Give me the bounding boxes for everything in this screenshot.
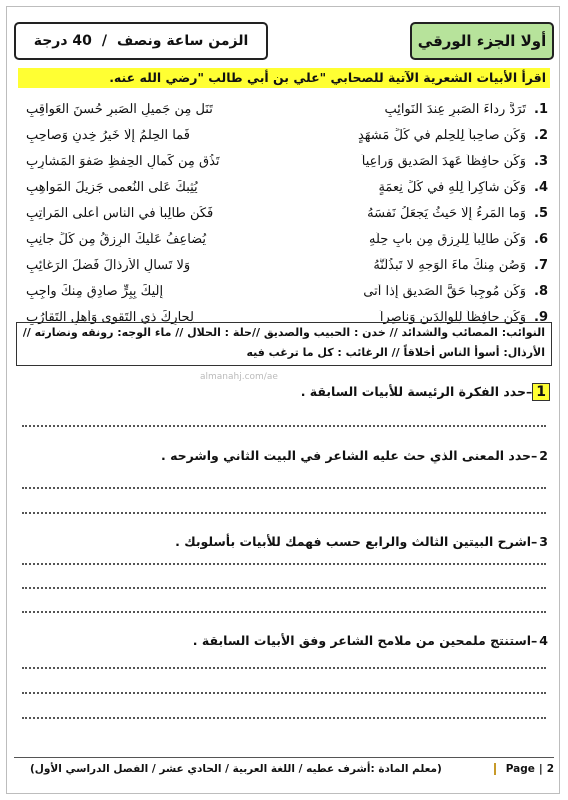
verse bbox=[18, 252, 548, 278]
question-number: 1 bbox=[532, 383, 550, 401]
verse-number: 2. bbox=[534, 127, 548, 143]
verse-second-half: يُثِبكَ عَلى النُعمى جَزيلَ المَواهِبِ bbox=[26, 179, 198, 195]
verse bbox=[18, 200, 548, 226]
answer-line[interactable] bbox=[22, 667, 546, 669]
duration: الزمن ساعة ونصف bbox=[117, 33, 249, 49]
page-label: Page bbox=[505, 763, 535, 775]
meta-separator: / bbox=[101, 33, 108, 49]
question-number: 4 bbox=[539, 633, 548, 648]
verse-number: 5. bbox=[534, 205, 548, 221]
verse-number: 4. bbox=[534, 179, 548, 195]
exam-meta-box bbox=[14, 22, 268, 60]
verse-first-half: وَكُن حافِظاً لِلوالِدَينِ وَناصِراً bbox=[379, 309, 526, 325]
verse-second-half: تَنَل مِن جَميلِ الصَبرِ حُسنَ العَواقِبِ bbox=[26, 101, 213, 117]
poem bbox=[18, 96, 548, 330]
answer-line[interactable] bbox=[22, 717, 546, 719]
page-number: 2 bbox=[546, 763, 554, 775]
answer-line[interactable] bbox=[22, 587, 546, 589]
verse bbox=[18, 96, 548, 122]
verse-second-half: لِجارِكَ ذي التَقوى وَأَهلِ التَقارُبِ bbox=[26, 309, 194, 325]
verse-first-half: وَكُن طالِباً لِلرِزقِ مِن بابِ حِلِّهِ bbox=[369, 231, 526, 247]
verse-first-half: وَصُن مِنكَ ماءَ الوَجهِ لا تَبذُلَنَّهُ bbox=[373, 257, 526, 273]
footer bbox=[14, 757, 554, 780]
verse-first-half: وَكُن مُوجِباً حَقَّ الصَديقِ إِذا أَتى bbox=[363, 283, 526, 299]
answer-line[interactable] bbox=[22, 563, 546, 565]
answer-line[interactable] bbox=[22, 487, 546, 489]
verse-number: 8. bbox=[534, 283, 548, 299]
page-indicator bbox=[494, 763, 554, 775]
verse bbox=[18, 278, 548, 304]
page-separator: | bbox=[538, 763, 543, 775]
verse-first-half: وَكُن شاكِراً لِلَّهِ في كُلِّ نِعمَةٍ bbox=[378, 179, 526, 195]
question-3 bbox=[18, 534, 550, 549]
header bbox=[14, 22, 554, 58]
question-2 bbox=[18, 448, 550, 463]
verse bbox=[18, 174, 548, 200]
question-text: –حدد المعنى الذي حث عليه الشاعر في البيت الثاني واشرحه . bbox=[160, 448, 538, 463]
verse-second-half: إِلَيكَ بِبِرٍّ صادِقٍ مِنكَ واجِبِ bbox=[26, 283, 164, 299]
verse-number: 7. bbox=[534, 257, 548, 273]
verse-second-half: يُضاعِفُ عَلَيكَ الرِزقُ مِن كُلِّ جانِبِ bbox=[26, 231, 207, 247]
verse bbox=[18, 226, 548, 252]
question-text: –اشرح البيتين الثالث والرابع حسب فهمك للأبيات بأسلوبك . bbox=[175, 534, 538, 549]
verse-first-half: تَرَدَّ رداءَ الصَبرِ عِندَ النَوائِبِ bbox=[384, 101, 526, 117]
answer-line[interactable] bbox=[22, 611, 546, 613]
teacher-info: (معلم المادة :أشرف عطيه / اللغة العربية / الحادي عشر / الفصل الدراسي الأول) bbox=[30, 763, 442, 775]
question-text: –حدد الفكرة الرئيسة للأبيات السابقة . bbox=[300, 384, 533, 399]
vocabulary-line: النوائب: المصائب والشدائد // خدن : الحبيب والصديق //حلة : الحلال // ماء الوجه: رونقه ونضارته // bbox=[23, 326, 545, 339]
marks: 40 درجة bbox=[33, 33, 92, 49]
verse bbox=[18, 122, 548, 148]
answer-line[interactable] bbox=[22, 512, 546, 514]
question-text: –استنتج ملمحين من ملامح الشاعر وفق الأبيات السابقة . bbox=[192, 633, 538, 648]
verse-second-half: فَما الحِلمُ إِلّا خَيرُ خِدنٍ وَصاحِبِ bbox=[26, 127, 190, 143]
question-1 bbox=[18, 384, 550, 400]
answer-line[interactable] bbox=[22, 692, 546, 694]
verse-first-half: وَكُن حافِظاً عَهدَ الصَديقِ وَراعِياً bbox=[361, 153, 526, 169]
verse-first-half: وَما المَرءُ إِلّا حَيثُ يَجعَلُ نَفسَهُ bbox=[367, 205, 526, 221]
question-4 bbox=[18, 633, 550, 648]
verse bbox=[18, 148, 548, 174]
answer-line[interactable] bbox=[22, 425, 546, 427]
question-number: 3 bbox=[539, 534, 548, 549]
instruction: اقرأ الأبيات الشعرية الآتية للصحابي "علي بن أبي طالب "رضي الله عنه. bbox=[18, 68, 550, 88]
verse-second-half: تَذُق مِن كَمالِ الحِفظِ صَفوَ المَشارِبِ bbox=[26, 153, 220, 169]
watermark: almanahj.com/ae bbox=[200, 372, 278, 382]
verse-second-half: فَكُن طالِباً في الناسِ أَعلى المَراتِبِ bbox=[26, 205, 214, 221]
vocabulary-box bbox=[16, 322, 552, 366]
section-title: أولا الجزء الورقي bbox=[410, 22, 554, 60]
verse-number: 6. bbox=[534, 231, 548, 247]
verse-second-half: وَلا تَسأَلِ الأَرذالَ فَضلَ الرَغائِبِ bbox=[26, 257, 191, 273]
question-number: 2 bbox=[539, 448, 548, 463]
verse-number: 9. bbox=[534, 309, 548, 325]
vocabulary-line: الأرذال: أسوأ الناس أخلاقاً // الرغائب : كل ما ترغب فيه bbox=[246, 346, 545, 359]
verse-number: 1. bbox=[534, 101, 548, 117]
verse-first-half: وَكُن صاحِباً لِلحِلمِ في كُلِّ مَشهَدٍ bbox=[357, 127, 526, 143]
verse-number: 3. bbox=[534, 153, 548, 169]
